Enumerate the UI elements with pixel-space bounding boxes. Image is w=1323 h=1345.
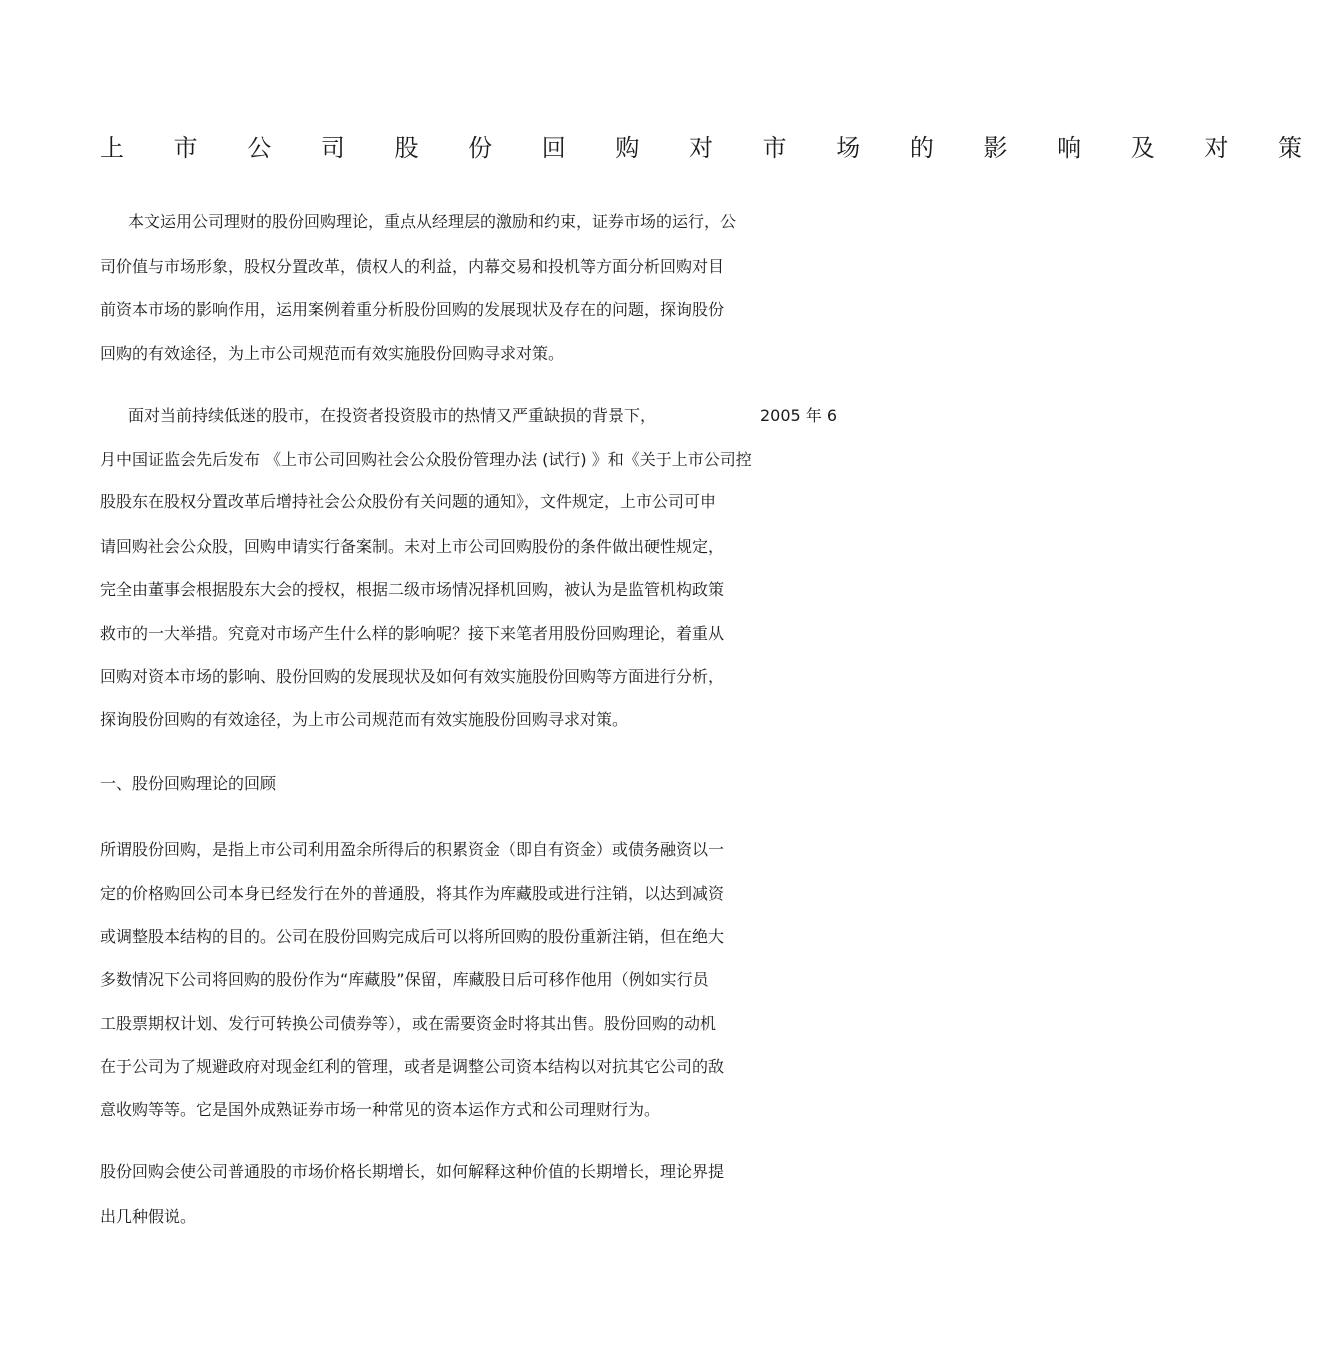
section-line: 在于公司为了规避政府对现金红利的管理，或者是调整公司资本结构以对抗其它公司的敌 bbox=[100, 1057, 725, 1076]
section-heading: 一、股份回购理论的回顾 bbox=[100, 774, 277, 793]
section-line: 定的价格购回公司本身已经发行在外的普通股，将其作为库藏股或进行注销，以达到减资 bbox=[100, 884, 725, 903]
intro-line: 请回购社会公众股，回购申请实行备案制。未对上市公司回购股份的条件做出硬性规定， bbox=[100, 537, 725, 556]
section-line: 或调整股本结构的目的。公司在股份回购完成后可以将所回购的股份重新注销，但在绝大 bbox=[100, 927, 725, 946]
abstract-line: 本文运用公司理财的股份回购理论，重点从经理层的激励和约束，证券市场的运行，公 bbox=[128, 212, 737, 231]
intro-line: 股股东在股权分置改革后增持社会公众股份有关问题的通知》，文件规定，上市公司可申 bbox=[100, 492, 717, 511]
intro-line: 救市的一大举措。究竟对市场产生什么样的影响呢？接下来笔者用股份回购理论，着重从 bbox=[100, 624, 725, 643]
section-line: 所谓股份回购，是指上市公司利用盈余所得后的积累资金（即自有资金）或债务融资以一 bbox=[100, 840, 725, 859]
intro-date-fragment: 2005 年 6 bbox=[760, 406, 838, 425]
section-line: 出几种假说。 bbox=[100, 1207, 197, 1226]
intro-line: 月中国证监会先后发布 《上市公司回购社会公众股份管理办法 (试行) 》和《关于上市公司控 bbox=[100, 450, 752, 469]
intro-line: 回购对资本市场的影响、股份回购的发展现状及如何有效实施股份回购等方面进行分析， bbox=[100, 667, 725, 686]
section-line: 意收购等等。它是国外成熟证券市场一种常见的资本运作方式和公司理财行为。 bbox=[100, 1100, 661, 1119]
intro-line-first: 面对当前持续低迷的股市，在投资者投资股市的热情又严重缺损的背景下， bbox=[128, 406, 657, 425]
intro-line: 探询股份回购的有效途径，为上市公司规范而有效实施股份回购寻求对策。 bbox=[100, 710, 629, 729]
document-title: 上 市 公 司 股 份 回 购 对 市 场 的 影 响 及 对 策 bbox=[100, 134, 1323, 162]
section-line: 股份回购会使公司普通股的市场价格长期增长，如何解释这种价值的长期增长，理论界提 bbox=[100, 1162, 725, 1181]
intro-line: 完全由董事会根据股东大会的授权，根据二级市场情况择机回购，被认为是监管机构政策 bbox=[100, 580, 725, 599]
abstract-line: 回购的有效途径，为上市公司规范而有效实施股份回购寻求对策。 bbox=[100, 344, 565, 363]
section-line: 多数情况下公司将回购的股份作为“库藏股”保留，库藏股日后可移作他用（例如实行员 bbox=[100, 970, 709, 989]
section-line: 工股票期权计划、发行可转换公司债券等），或在需要资金时将其出售。股份回购的动机 bbox=[100, 1014, 717, 1033]
abstract-line: 前资本市场的影响作用，运用案例着重分析股份回购的发展现状及存在的问题，探询股份 bbox=[100, 300, 725, 319]
abstract-line: 司价值与市场形象，股权分置改革，债权人的利益，内幕交易和投机等方面分析回购对目 bbox=[100, 257, 725, 276]
